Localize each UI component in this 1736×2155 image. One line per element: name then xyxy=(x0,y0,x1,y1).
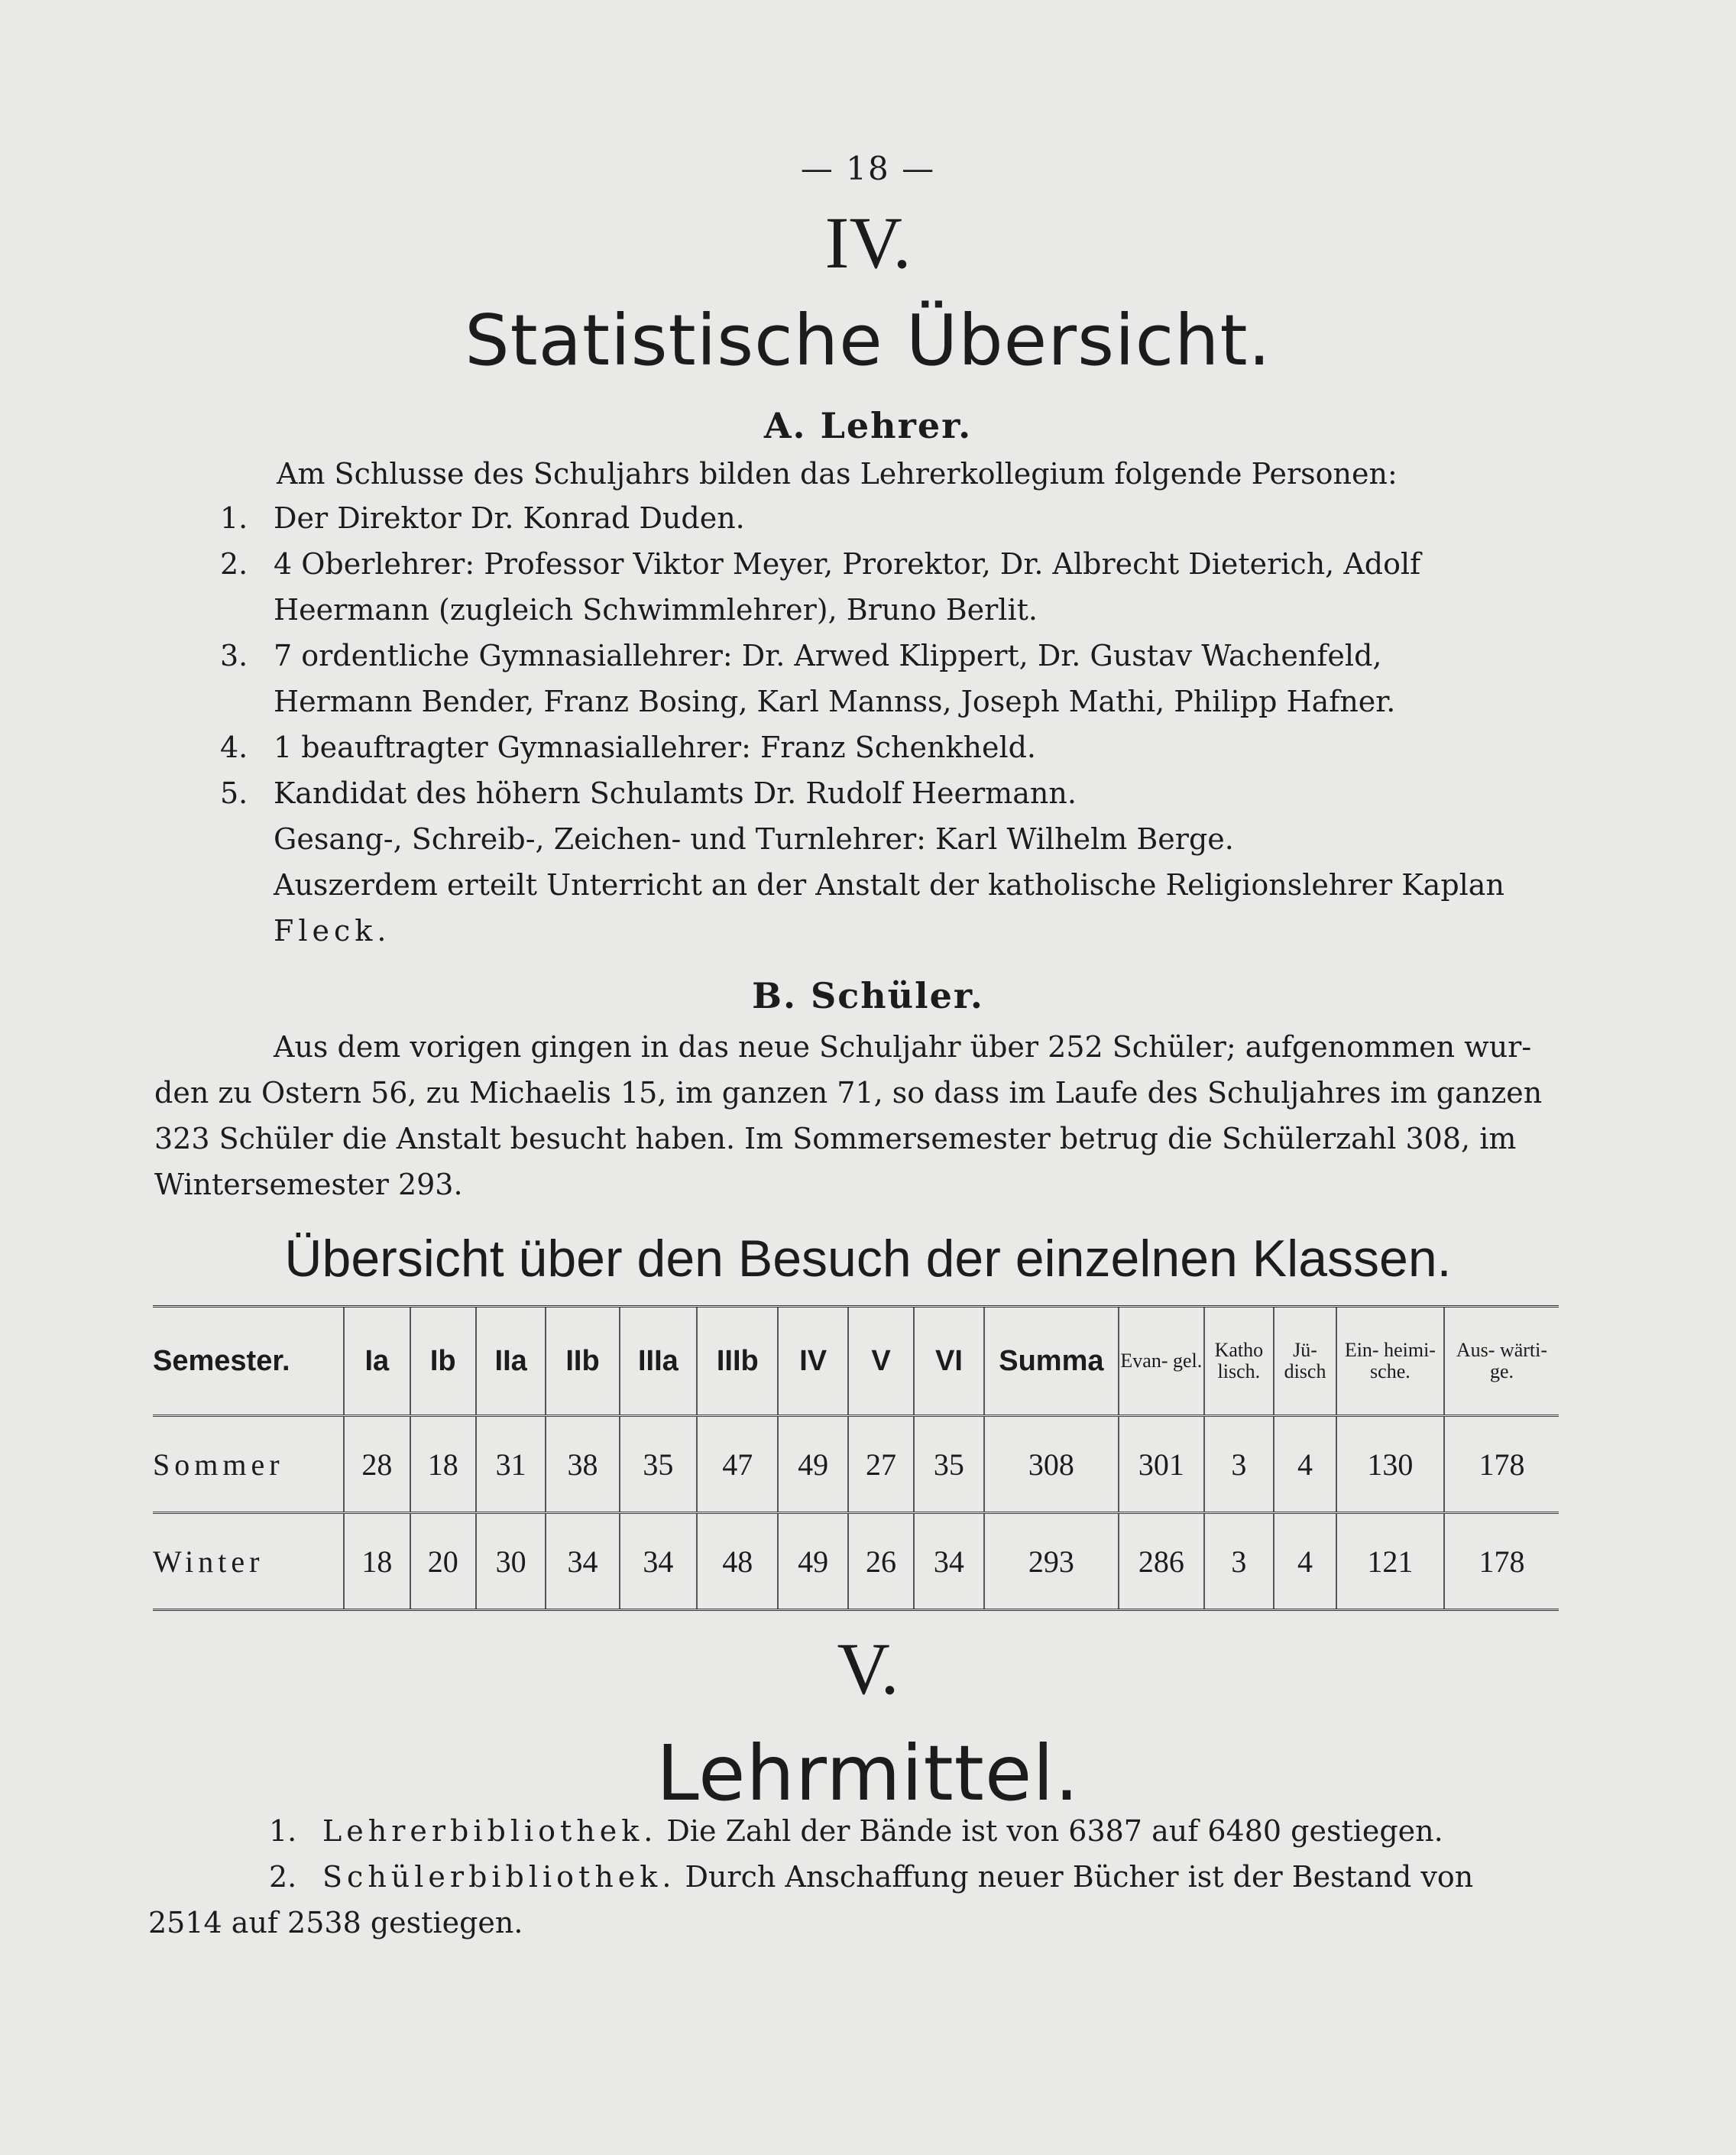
header-vi: VI xyxy=(914,1307,983,1416)
cell-iiia: 35 xyxy=(620,1416,697,1513)
header-ib: Ib xyxy=(410,1307,476,1416)
item-number: 1. xyxy=(220,501,248,535)
cell-iiib: 48 xyxy=(697,1513,778,1610)
table-header-row xyxy=(153,1307,1559,1416)
cell-ib: 18 xyxy=(410,1416,476,1513)
header-ia: Ia xyxy=(344,1307,410,1416)
cell-vi: 34 xyxy=(914,1513,983,1610)
header-evangelisch: Evan- gel. xyxy=(1119,1307,1203,1416)
cell-auswaertige: 178 xyxy=(1444,1513,1559,1610)
item-text: 1 beauftragter Gymnasiallehrer: Franz Schenkheld. xyxy=(274,731,1037,764)
cell-summa: 308 xyxy=(984,1416,1119,1513)
cell-juedisch: 4 xyxy=(1274,1416,1336,1513)
teacher-item-2 xyxy=(220,547,1420,581)
item-text: Durch Anschaffung neuer Bücher ist der Bestand von xyxy=(675,1860,1474,1894)
additional-teacher-name: Fleck. xyxy=(274,914,391,948)
cell-v: 27 xyxy=(848,1416,914,1513)
cell-iia: 31 xyxy=(476,1416,546,1513)
header-iia: IIa xyxy=(476,1307,546,1416)
cell-einheimische: 130 xyxy=(1336,1416,1444,1513)
header-iiib: IIIb xyxy=(697,1307,778,1416)
cell-iia: 30 xyxy=(476,1513,546,1610)
subheading-teachers: A. Lehrer. xyxy=(763,405,973,446)
header-auswaertige: Aus- wärti- ge. xyxy=(1444,1307,1559,1416)
cell-vi: 35 xyxy=(914,1416,983,1513)
header-iv: IV xyxy=(778,1307,847,1416)
cell-iib: 34 xyxy=(546,1513,619,1610)
cell-ia: 18 xyxy=(344,1513,410,1610)
subheading-students: B. Schüler. xyxy=(752,975,984,1016)
section-title-lehrmittel: Lehrmittel. xyxy=(656,1729,1080,1818)
table-row-winter xyxy=(153,1513,1559,1610)
table-title: Übersicht über den Besuch der einzelnen Klassen. xyxy=(284,1230,1452,1288)
students-paragraph-line-4: Wintersemester 293. xyxy=(154,1168,463,1201)
teacher-item-3-cont: Hermann Bender, Franz Bosing, Karl Mannss, Joseph Mathi, Philipp Hafner. xyxy=(274,685,1396,718)
header-katholisch: Katho lisch. xyxy=(1204,1307,1274,1416)
page-number: — 18 — xyxy=(800,150,936,187)
cell-iv: 49 xyxy=(778,1513,847,1610)
students-paragraph-line-2: den zu Ostern 56, zu Michaelis 15, im ganzen 71, so dass im Laufe des Schuljahres im ganzen xyxy=(154,1076,1543,1110)
cell-iiib: 47 xyxy=(697,1416,778,1513)
cell-ib: 20 xyxy=(410,1513,476,1610)
item-text: Der Direktor Dr. Konrad Duden. xyxy=(274,501,745,535)
item-number: 2. xyxy=(220,547,248,581)
teacher-item-5 xyxy=(220,776,1077,810)
item-text: 4 Oberlehrer: Professor Viktor Meyer, Prorektor, Dr. Albrecht Dieterich, Adolf xyxy=(274,547,1421,581)
section-title-statistics: Statistische Übersicht. xyxy=(465,300,1271,381)
music-teacher-line: Gesang-, Schreib-, Zeichen- und Turnlehrer: Karl Wilhelm Berge. xyxy=(274,822,1234,856)
cell-iv: 49 xyxy=(778,1416,847,1513)
row-label: Sommer xyxy=(153,1416,344,1513)
cell-katholisch: 3 xyxy=(1204,1513,1274,1610)
teachers-intro: Am Schlusse des Schuljahrs bilden das Lehrerkollegium folgende Personen: xyxy=(277,457,1398,491)
header-einheimische: Ein- heimi- sche. xyxy=(1336,1307,1444,1416)
item-number: 4. xyxy=(220,731,248,764)
cell-auswaertige: 178 xyxy=(1444,1416,1559,1513)
additional-teacher-line: Auszerdem erteilt Unterricht an der Anstalt der katholische Religionslehrer Kaplan xyxy=(274,868,1504,902)
item-label: Schülerbibliothek. xyxy=(322,1860,676,1894)
cell-einheimische: 121 xyxy=(1336,1513,1444,1610)
item-text: 7 ordentliche Gymnasiallehrer: Dr. Arwed Klippert, Dr. Gustav Wachenfeld, xyxy=(274,639,1382,672)
item-number: 1. xyxy=(269,1814,297,1848)
item-text: Die Zahl der Bände ist von 6387 auf 6480 gestiegen. xyxy=(657,1814,1443,1848)
header-juedisch: Jü- disch xyxy=(1274,1307,1336,1416)
cell-iib: 38 xyxy=(546,1416,619,1513)
lehrmittel-item-2 xyxy=(269,1860,1473,1894)
item-label: Lehrerbibliothek. xyxy=(322,1814,658,1848)
cell-juedisch: 4 xyxy=(1274,1513,1336,1610)
lehrmittel-item-2-cont: 2514 auf 2538 gestiegen. xyxy=(148,1906,523,1940)
class-attendance-table xyxy=(153,1305,1559,1611)
section-numeral-v: V. xyxy=(837,1628,899,1709)
cell-summa: 293 xyxy=(984,1513,1119,1610)
header-iiia: IIIa xyxy=(620,1307,697,1416)
cell-katholisch: 3 xyxy=(1204,1416,1274,1513)
item-number: 3. xyxy=(220,639,248,672)
cell-v: 26 xyxy=(848,1513,914,1610)
item-number: 2. xyxy=(269,1860,297,1894)
lehrmittel-item-1 xyxy=(269,1814,1443,1848)
teacher-item-1 xyxy=(220,501,745,535)
section-numeral-iv: IV. xyxy=(824,202,912,284)
header-semester: Semester. xyxy=(153,1307,344,1416)
cell-evangelisch: 301 xyxy=(1119,1416,1203,1513)
header-iib: IIb xyxy=(546,1307,619,1416)
teacher-item-4 xyxy=(220,731,1036,764)
students-paragraph-line-3: 323 Schüler die Anstalt besucht haben. Im Sommersemester betrug die Schülerzahl 308, im xyxy=(154,1122,1517,1155)
row-label: Winter xyxy=(153,1544,264,1579)
cell-evangelisch: 286 xyxy=(1119,1513,1203,1610)
table-row-summer xyxy=(153,1416,1559,1513)
teacher-item-3 xyxy=(220,639,1381,672)
header-summa: Summa xyxy=(984,1307,1119,1416)
students-paragraph-line-1: Aus dem vorigen gingen in das neue Schuljahr über 252 Schüler; aufgenommen wur- xyxy=(274,1030,1532,1064)
cell-iiia: 34 xyxy=(620,1513,697,1610)
cell-ia: 28 xyxy=(344,1416,410,1513)
header-v: V xyxy=(848,1307,914,1416)
item-number: 5. xyxy=(220,776,248,810)
teacher-item-2-cont: Heermann (zugleich Schwimmlehrer), Bruno Berlit. xyxy=(274,593,1038,627)
item-text: Kandidat des höhern Schulamts Dr. Rudolf Heermann. xyxy=(274,776,1077,810)
